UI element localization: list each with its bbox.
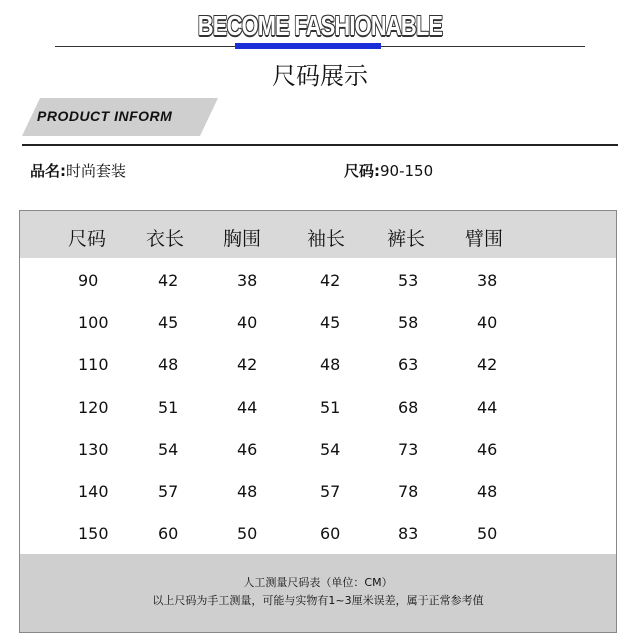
table-header [20,211,616,258]
table-cell: 38 [237,271,258,290]
product-name-label: 品名: [30,162,66,180]
table-cell: 48 [477,482,498,501]
page-title: 尺码展示 [272,62,368,90]
footer-note-unit: 人工测量尺码表（单位：CM） [243,576,393,589]
table-cell: 54 [320,439,341,459]
table-cell: 110 [78,355,109,375]
table-cell: 90 [78,271,99,290]
table-cell: 50 [477,524,498,544]
table-cell: 120 [78,397,109,417]
table-cell: 60 [320,524,341,544]
table-cell: 73 [398,439,419,459]
table-cell: 140 [78,482,109,501]
col-header-chest: 胸围 [223,228,262,250]
col-header-pants: 裤长 [387,228,426,250]
table-cell: 50 [237,524,258,544]
table-cell: 44 [237,397,258,417]
table-cell: 57 [320,482,341,501]
table-cell: 60 [158,524,179,544]
table-cell: 83 [398,524,419,544]
table-cell: 100 [78,313,109,333]
accent-bar [235,43,381,49]
col-header-size: 尺码 [68,228,107,250]
table-cell: 45 [320,313,341,333]
table-row [20,440,616,482]
table-cell: 38 [477,271,498,290]
product-name-value: 时尚套装 [66,162,127,180]
footer-note-disclaimer: 以上尺码为手工测量，可能与实物有1~3厘米误差，属于正常参考值 [152,594,484,607]
table-cell: 58 [398,313,419,333]
table-cell: 150 [78,524,109,544]
table-cell: 54 [158,439,179,459]
section-tag-label: PRODUCT INFORM [37,108,173,124]
product-name [30,160,126,181]
table-row [20,271,616,313]
table-cell: 42 [477,355,498,375]
table-cell: 46 [477,439,498,459]
table-cell: 48 [237,482,258,501]
product-size-range [344,160,433,181]
col-header-length: 衣长 [146,228,185,250]
table-cell: 44 [477,397,498,417]
table-cell: 68 [398,397,419,417]
table-footer [20,554,616,632]
table-cell: 42 [158,271,179,290]
size-range-value: 90-150 [380,162,434,180]
table-cell: 51 [158,397,179,417]
table-cell: 42 [320,271,341,290]
table-cell: 42 [237,355,258,375]
table-cell: 63 [398,355,419,375]
col-header-arm: 臂围 [465,228,504,250]
table-row [20,355,616,397]
table-cell: 48 [320,355,341,375]
table-cell: 130 [78,439,109,459]
table-cell: 53 [398,271,419,290]
table-row [20,482,616,524]
table-cell: 51 [320,397,341,417]
table-cell: 46 [237,439,258,459]
size-range-label: 尺码: [344,162,380,180]
table-cell: 45 [158,313,179,333]
table-cell: 48 [158,355,179,375]
table-row [20,313,616,355]
table-cell: 40 [477,313,498,333]
table-cell: 40 [237,313,258,333]
table-row [20,398,616,440]
col-header-sleeve: 袖长 [307,228,346,250]
banner-title: BECOME FASHIONABLE [197,10,443,41]
table-cell: 78 [398,482,419,501]
size-table [19,210,617,633]
section-divider [22,144,618,146]
table-cell: 57 [158,482,179,501]
